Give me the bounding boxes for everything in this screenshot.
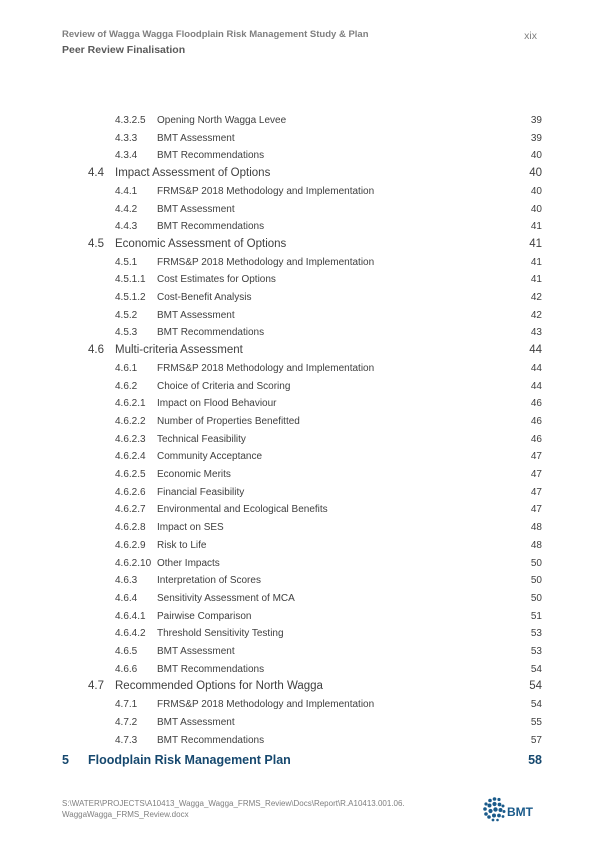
toc-entry-page: 58: [528, 753, 542, 768]
toc-entry-label: Multi-criteria Assessment: [115, 344, 243, 357]
toc-entry[interactable]: [0, 732, 599, 750]
toc-entry-label: FRMS&P 2018 Methodology and Implementation: [157, 699, 375, 711]
toc-entry[interactable]: [0, 413, 599, 431]
toc-entry-number: 4.3.2.5: [115, 115, 146, 126]
toc-entry-number: 4.6.2.4: [115, 451, 146, 463]
toc-entry-page: 41: [530, 256, 542, 268]
toc-entry-label: Community Acceptance: [157, 451, 263, 463]
toc-entry-page: 39: [530, 132, 542, 144]
toc-entry-number: 4.6.4.1: [115, 610, 146, 622]
toc-entry-label: Floodplain Risk Management Plan: [88, 753, 291, 768]
toc-entry-page: 54: [530, 663, 542, 675]
toc-entry[interactable]: [0, 183, 599, 201]
toc-entry-number: 4.6.2.8: [115, 522, 146, 534]
toc-entry[interactable]: [0, 643, 599, 661]
toc-entry-number: 4.3.3: [115, 132, 138, 144]
bmt-globe-icon: [482, 796, 542, 822]
toc-entry-label: BMT Recommendations: [157, 221, 265, 233]
toc-entry[interactable]: [0, 218, 599, 236]
toc-entry-page: 50: [530, 575, 542, 587]
toc-entry-number: 4.7.3: [115, 734, 138, 746]
toc-entry-number: 4.4: [88, 167, 104, 180]
toc-entry-label: Economic Merits: [157, 469, 231, 481]
toc-entry-page: 41: [530, 274, 542, 286]
toc-entry-label: BMT Recommendations: [157, 327, 265, 339]
toc-entry[interactable]: [0, 678, 599, 696]
toc-entry-page: 47: [530, 504, 542, 516]
toc-entry[interactable]: [0, 751, 599, 769]
toc-entry[interactable]: [0, 130, 599, 148]
toc-entry[interactable]: [0, 431, 599, 449]
toc-entry-page: 44: [530, 380, 542, 392]
toc-entry-label: BMT Assessment: [157, 132, 235, 144]
toc-entry-number: 4.5.2: [115, 309, 138, 321]
toc-entry-page: 42: [530, 292, 542, 304]
toc-entry-label: BMT Recommendations: [157, 150, 265, 162]
toc-entry-number: 4.6.2.1: [115, 398, 146, 410]
toc-entry-number: 4.6.4.2: [115, 628, 146, 640]
toc-entry[interactable]: [0, 466, 599, 484]
toc-entry[interactable]: [0, 236, 599, 254]
toc-entry[interactable]: [0, 590, 599, 608]
toc-entry[interactable]: [0, 484, 599, 502]
bmt-logo: [482, 796, 542, 822]
toc-entry[interactable]: [0, 519, 599, 537]
toc-entry-page: 47: [530, 486, 542, 498]
toc-entry-page: 54: [529, 680, 542, 693]
toc-entry[interactable]: [0, 147, 599, 165]
toc-entry-number: 4.7.2: [115, 716, 138, 728]
toc-entry-label: Opening North Wagga Levee: [157, 115, 287, 126]
toc-entry-label: Cost-Benefit Analysis: [157, 292, 252, 304]
toc-entry-page: 46: [530, 398, 542, 410]
toc-entry-number: 4.7: [88, 680, 104, 693]
toc-entry[interactable]: [0, 714, 599, 732]
footer-path-line-1: S:\WATER\PROJECTS\A10413_Wagga_Wagga_FRMS_Review\Docs\Report\R.A10413.001.06.: [62, 799, 405, 808]
toc-entry-number: 4.6: [88, 344, 104, 357]
logo-text: BMT: [507, 805, 533, 819]
toc-entry[interactable]: [0, 271, 599, 289]
toc-entry-page: 47: [530, 469, 542, 481]
toc-entry-page: 57: [530, 734, 542, 746]
toc-entry-label: FRMS&P 2018 Methodology and Implementation: [157, 256, 375, 268]
page-number: xix: [524, 30, 537, 42]
toc-entry-label: Threshold Sensitivity Testing: [157, 628, 284, 640]
toc-entry-label: Number of Properties Benefitted: [157, 416, 300, 428]
toc-entry-number: 4.6.4: [115, 592, 138, 604]
toc-entry[interactable]: [0, 342, 599, 360]
toc-entry-number: 4.6.5: [115, 645, 138, 657]
toc-entry-page: 42: [530, 309, 542, 321]
toc-entry-number: 4.6.2.2: [115, 416, 146, 428]
toc-entry-number: 4.6.2.7: [115, 504, 146, 516]
toc-entry-label: Technical Feasibility: [157, 433, 246, 445]
toc-entry-label: Other Impacts: [157, 557, 220, 569]
toc-entry-label: FRMS&P 2018 Methodology and Implementation: [157, 362, 375, 374]
toc-entry-page: 43: [530, 327, 542, 339]
toc-entry-label: Impact Assessment of Options: [115, 167, 271, 180]
toc-entry-label: Interpretation of Scores: [157, 575, 261, 587]
toc-entry-number: 4.6.2.6: [115, 486, 146, 498]
toc-entry-number: 4.6.6: [115, 663, 138, 675]
header-subtitle: Peer Review Finalisation: [62, 44, 186, 56]
toc-entry-page: 48: [530, 522, 542, 534]
toc-entry-label: BMT Recommendations: [157, 663, 265, 675]
toc-entry-number: 4.6.2.3: [115, 433, 146, 445]
toc-entry-number: 4.7.1: [115, 699, 138, 711]
toc-entry-label: Economic Assessment of Options: [115, 237, 287, 250]
toc-entry-number: 4.4.2: [115, 203, 138, 215]
toc-entry-label: FRMS&P 2018 Methodology and Implementation: [157, 185, 375, 197]
toc-entry[interactable]: [0, 112, 599, 130]
toc-entry[interactable]: [0, 378, 599, 396]
toc-entry-label: Financial Feasibility: [157, 486, 245, 498]
toc-entry-label: BMT Assessment: [157, 309, 235, 321]
toc-entry-page: 40: [530, 150, 542, 162]
toc-entry-page: 40: [530, 185, 542, 197]
toc-entry-page: 46: [530, 416, 542, 428]
toc-entry-page: 54: [530, 699, 542, 711]
toc-entry-label: BMT Recommendations: [157, 734, 265, 746]
toc-entry[interactable]: [0, 324, 599, 342]
toc-entry-page: 53: [530, 645, 542, 657]
toc-entry[interactable]: [0, 254, 599, 272]
toc-entry-number: 4.5.1.1: [115, 274, 146, 286]
header-title: Review of Wagga Wagga Floodplain Risk Management Study & Plan: [62, 29, 369, 40]
toc-entry-page: 48: [530, 539, 542, 551]
toc-entry[interactable]: [0, 289, 599, 307]
toc-entry[interactable]: [0, 395, 599, 413]
toc-entry-number: 4.4.3: [115, 221, 138, 233]
toc-entry[interactable]: [0, 555, 599, 573]
toc-entry-label: Risk to Life: [157, 539, 207, 551]
toc-entry-page: 55: [530, 716, 542, 728]
toc-entry-label: BMT Assessment: [157, 645, 235, 657]
toc-entry[interactable]: [0, 537, 599, 555]
toc-entry-page: 44: [530, 362, 542, 374]
toc-entry-number: 5: [62, 753, 69, 768]
toc-entry-page: 51: [530, 610, 542, 622]
footer-path-line-2: WaggaWagga_FRMS_Review.docx: [62, 809, 189, 819]
toc-entry[interactable]: [0, 501, 599, 519]
toc-entry-page: 41: [530, 221, 542, 233]
toc-entry-label: Environmental and Ecological Benefits: [157, 504, 328, 516]
toc-entry-page: 53: [530, 628, 542, 640]
toc-entry-label: Cost Estimates for Options: [157, 274, 276, 286]
toc-entry-page: 40: [529, 167, 542, 180]
toc-entry-number: 4.5.3: [115, 327, 138, 339]
toc-entry-number: 4.6.3: [115, 575, 138, 587]
toc-entry-label: BMT Assessment: [157, 716, 235, 728]
toc-entry-label: Recommended Options for North Wagga: [115, 680, 323, 693]
toc-entry-number: 4.6.1: [115, 362, 138, 374]
table-of-contents: [0, 112, 599, 769]
toc-entry[interactable]: [0, 608, 599, 626]
toc-entry-page: 44: [529, 344, 542, 357]
toc-entry-number: 4.6.2.9: [115, 539, 146, 551]
toc-entry-number: 4.5.1.2: [115, 292, 146, 304]
toc-entry-label: Choice of Criteria and Scoring: [157, 380, 291, 392]
toc-entry-number: 4.3.4: [115, 150, 138, 162]
toc-entry[interactable]: [0, 307, 599, 325]
footer-file-path: [62, 799, 462, 820]
toc-entry-label: BMT Assessment: [157, 203, 235, 215]
toc-entry[interactable]: [0, 360, 599, 378]
toc-entry[interactable]: [0, 448, 599, 466]
toc-entry[interactable]: [0, 661, 599, 679]
toc-entry-number: 4.6.2.10: [115, 557, 152, 569]
toc-entry-number: 4.6.2.5: [115, 469, 146, 481]
toc-entry-label: Pairwise Comparison: [157, 610, 252, 622]
toc-entry[interactable]: [0, 696, 599, 714]
toc-entry-label: Impact on Flood Behaviour: [157, 398, 277, 410]
toc-entry-page: 46: [530, 433, 542, 445]
toc-entry-number: 4.5.1: [115, 256, 138, 268]
toc-entry[interactable]: [0, 572, 599, 590]
toc-entry-label: Sensitivity Assessment of MCA: [157, 592, 295, 604]
toc-entry-number: 4.4.1: [115, 185, 138, 197]
toc-entry-page: 39: [530, 115, 542, 126]
toc-entry-page: 40: [530, 203, 542, 215]
toc-entry-number: 4.6.2: [115, 380, 138, 392]
toc-entry[interactable]: [0, 625, 599, 643]
toc-entry-label: Impact on SES: [157, 522, 224, 534]
toc-entry-page: 41: [529, 237, 542, 250]
toc-entry-number: 4.5: [88, 237, 104, 250]
toc-entry-page: 50: [530, 592, 542, 604]
toc-entry-page: 47: [530, 451, 542, 463]
toc-entry-page: 50: [530, 557, 542, 569]
toc-entry[interactable]: [0, 165, 599, 183]
toc-entry[interactable]: [0, 201, 599, 219]
